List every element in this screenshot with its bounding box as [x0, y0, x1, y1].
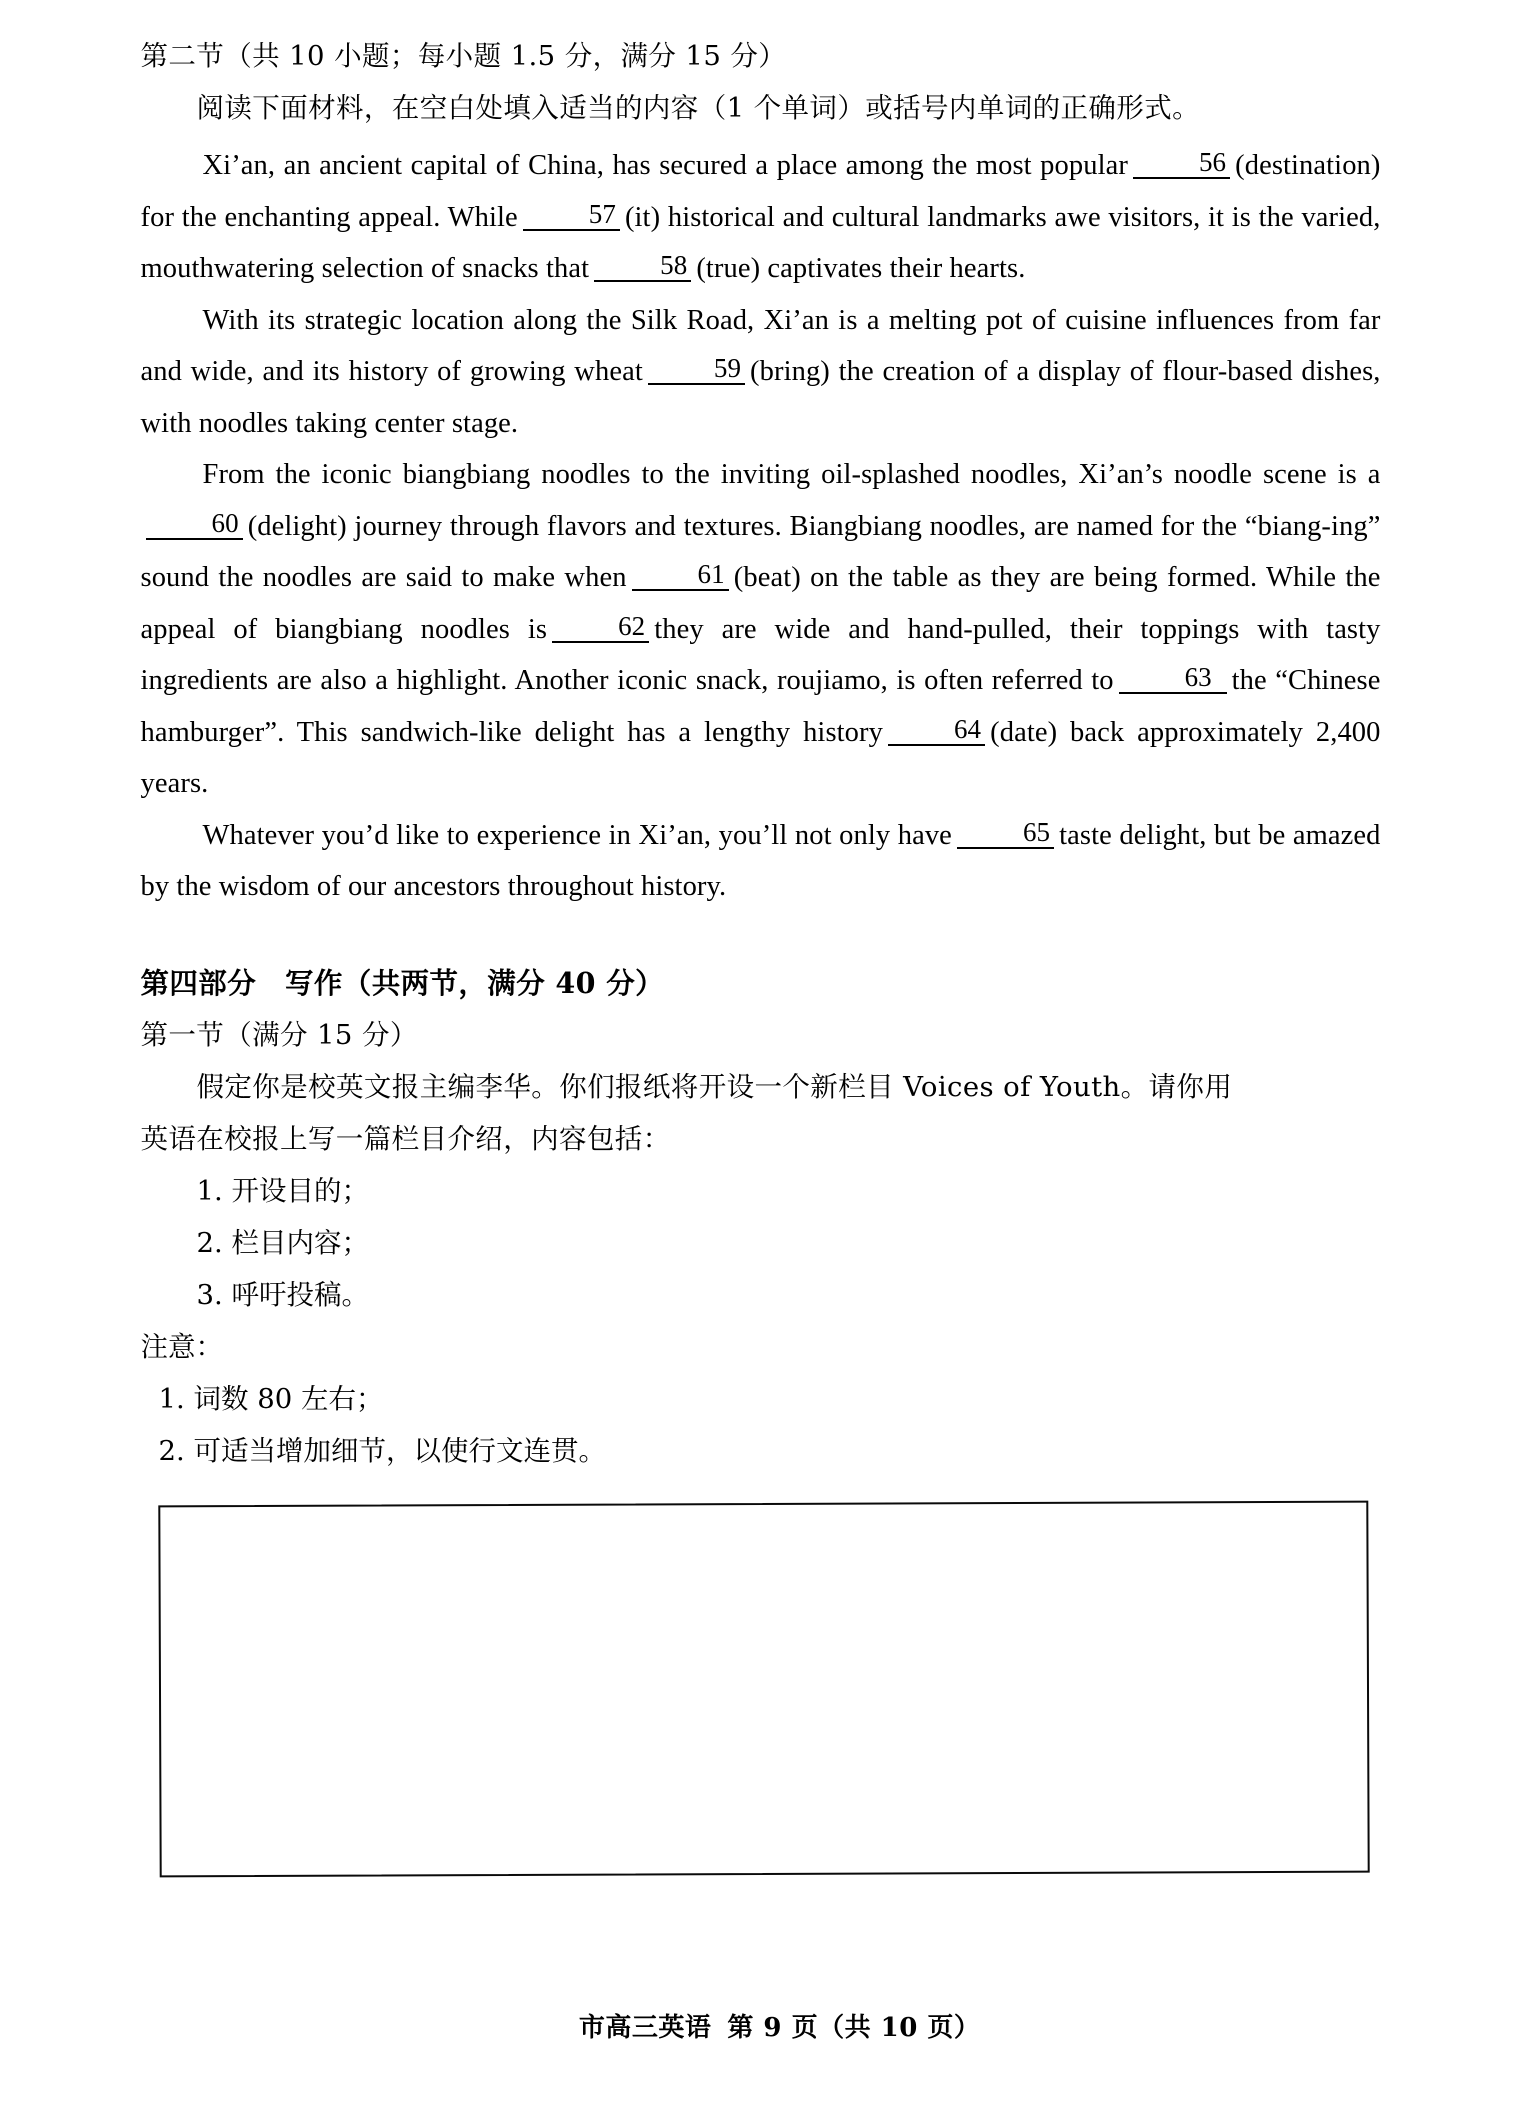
requirement-item-3: 3. 呼吁投稿。: [196, 1278, 369, 1311]
passage-p3-text-5: the “Chinese hamburger”. This sandwich-like delight has a lengthy history: [140, 665, 1381, 748]
blank-56[interactable]: 56: [1133, 149, 1230, 179]
passage-p3-text-1: From the iconic biangbiang noodles to the inviting oil-splashed noodles, Xi’an’s noodle scene is a: [202, 459, 1381, 490]
writing-answer-area: [141, 1503, 1381, 1883]
requirement-item-1: 1. 开设目的；: [196, 1174, 369, 1207]
passage-p1-text-1: Xi’an, an ancient capital of China, has secured a place among the most popular: [202, 150, 1128, 181]
spacer-before-answer-box: [141, 1477, 1381, 1503]
blank-57[interactable]: 57: [523, 201, 620, 231]
part4-prompt-line-1: 假定你是校英文报主编李华。你们报纸将开设一个新栏目 Voices of Youth。请你用: [196, 1070, 1233, 1103]
passage-p2-text-2: (bring) the creation of a display of flour-based dishes, with noodles taking center stage.: [140, 356, 1381, 439]
blank-58[interactable]: 58: [594, 252, 691, 282]
footer-page-number: 第 9 页（共 10 页）: [727, 2013, 981, 2043]
passage-p1-text-4: (true) captivates their hearts.: [696, 253, 1026, 284]
page-footer: [0, 1977, 1521, 2074]
blank-64[interactable]: 64: [888, 716, 985, 746]
passage-p3-text-3: (beat) on the table as they are being formed. While the appeal of biangbiang noodles is: [140, 562, 1381, 645]
passage-p2-text-1: With its strategic location along the Silk Road, Xi’an is a melting pot of cuisine influences from far and wide, and its history of growing wheat: [140, 304, 1381, 387]
part4-heading: 第四部分 写作（共两节，满分 40 分）: [140, 965, 665, 1000]
passage-p1-text-3: (it) historical and cultural landmarks awe visitors, it is the varied, mouthwatering selection of snacks that: [140, 201, 1381, 284]
passage-p3-text-4: they are wide and hand-pulled, their toppings with tasty ingredients are also a highlight. Another iconic snack, roujiamo, is often referred to: [140, 613, 1381, 696]
note-item-1: 1. 词数 80 左右；: [158, 1382, 384, 1415]
passage-paragraph-1: [141, 140, 1381, 295]
requirement-item-2: 2. 栏目内容；: [196, 1226, 369, 1259]
note-item-2: 2. 可适当增加细节，以使行文连贯。: [158, 1434, 606, 1467]
section2-heading: 第二节（共 10 小题；每小题 1.5 分，满分 15 分）: [140, 40, 787, 72]
part4-prompt-line-2: 英语在校报上写一篇栏目介绍，内容包括：: [140, 1122, 671, 1155]
footer-subject: 市高三英语: [578, 2013, 712, 2043]
blank-61[interactable]: 61: [632, 561, 729, 591]
passage-p4-text-2: taste delight, but be amazed by the wisdom of our ancestors throughout history.: [140, 819, 1381, 902]
passage-p1-text-2: (destination) for the enchanting appeal. While: [140, 150, 1381, 233]
passage-p3-text-2: (delight) journey through flavors and textures. Biangbiang noodles, are named for the “biang-ing” sound the noodles are said to make when: [140, 510, 1381, 593]
passage-paragraph-3: [141, 449, 1381, 810]
passage-p3-text-6: (date) back approximately 2,400 years.: [140, 716, 1381, 799]
blank-63[interactable]: 63: [1119, 664, 1227, 694]
section2-instruction: 阅读下面材料，在空白处填入适当的内容（1 个单词）或括号内单词的正确形式。: [196, 92, 1201, 124]
blank-65[interactable]: 65: [957, 819, 1054, 849]
notes-label: 注意：: [140, 1330, 223, 1363]
spacer-before-part4: [141, 913, 1381, 957]
writing-answer-box[interactable]: [158, 1500, 1369, 1877]
blank-59[interactable]: 59: [648, 355, 745, 385]
page-content: [141, 30, 1381, 1503]
passage-paragraph-4: [141, 810, 1381, 913]
passage-p4-text-1: Whatever you’d like to experience in Xi’an, you’ll not only have: [202, 819, 952, 851]
blank-62[interactable]: 62: [552, 613, 649, 643]
blank-60[interactable]: 60: [146, 510, 243, 540]
part4-section1-heading: 第一节（满分 15 分）: [140, 1018, 418, 1051]
passage-paragraph-2: [141, 295, 1381, 450]
